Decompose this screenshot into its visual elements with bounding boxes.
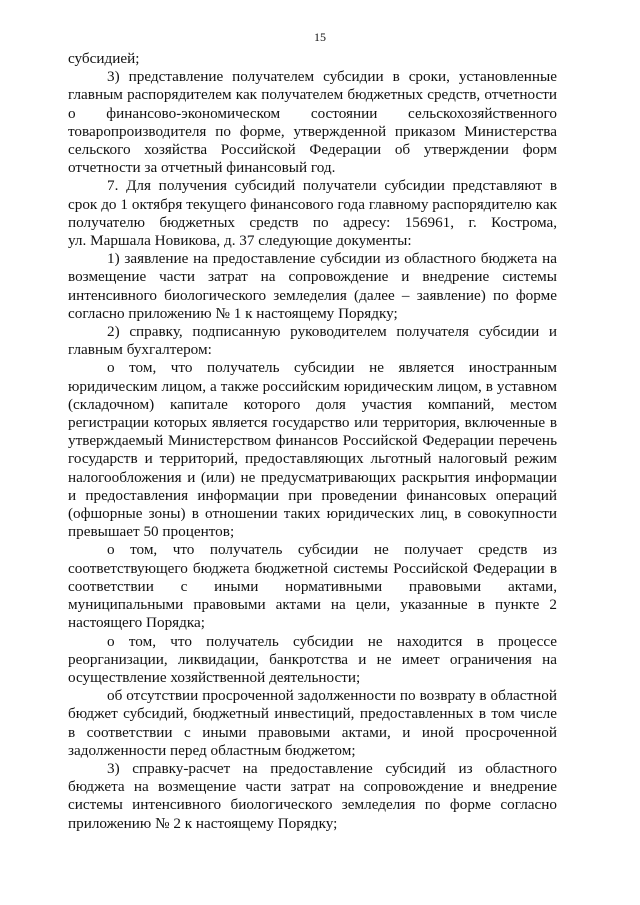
text-line: об отсутствии просроченной задолженности по возврату в областной (107, 687, 557, 705)
text-line: государств и территорий, предоставляющих льготный налоговый режим (68, 450, 557, 468)
page-number: 15 (314, 30, 326, 44)
text-line: отчетности за отчетный финансовый год. (68, 159, 336, 177)
text-line: реорганизации, ликвидации, банкротства и не имеет ограничения на (68, 650, 557, 668)
text-line: соответствующего бюджета бюджетной системы Российской Федерации в (68, 559, 557, 577)
text-line: осуществление хозяйственной деятельности; (68, 668, 361, 686)
text-line: о финансово-экономическом состоянии сельскохозяйственного (68, 104, 557, 122)
text-line: 7. Для получения субсидий получатели субсидии представляют в (107, 177, 557, 195)
text-line: соответствии с иными нормативными правовыми актами, (68, 577, 557, 595)
text-line: (офшорные зоны) в отношении таких юридических лиц, в совокупности (68, 505, 557, 523)
text-line: и предоставления информации при проведении финансовых операций (68, 486, 557, 504)
text-line: в соответствии с иными правовыми актами, и иной просроченной (68, 723, 557, 741)
text-line: (складочном) капитале которого доля участия компаний, местом (68, 395, 557, 413)
text-line: о том, что получатель субсидии не является иностранным (107, 359, 557, 377)
text-line: муниципальными правовыми актами на цели, указанные в пункте 2 (68, 596, 557, 614)
text-line: главным распорядителем как получателем бюджетных средств, отчетности (68, 86, 557, 104)
text-line: о том, что получатель субсидии не находится в процессе (107, 632, 557, 650)
text-line: ул. Маршала Новикова, д. 37 следующие документы: (68, 232, 412, 250)
text-line: возмещение части затрат на сопровождение и внедрение системы (68, 268, 557, 286)
text-line: о том, что получатель субсидии не получает средств из (107, 541, 557, 559)
text-line: интенсивного биологического земледелия (далее – заявление) по форме (68, 286, 557, 304)
text-line: приложению № 2 к настоящему Порядку; (68, 814, 338, 832)
text-line: главным бухгалтером: (68, 341, 212, 359)
text-line: юридическим лицом, а также российским юридическим лицом, в уставном (68, 377, 557, 395)
text-line: товаропроизводителя по форме, утвержденной приказом Министерства (68, 122, 557, 140)
text-line: 2) справку, подписанную руководителем получателя субсидии и (107, 323, 557, 341)
text-line: утверждаемый Министерством финансов Российской Федерации перечень (68, 432, 557, 450)
text-line: получателю бюджетных средств по адресу: 156961, г. Кострома, (68, 213, 557, 231)
text-line: 3) справку-расчет на предоставление субсидий из областного (107, 759, 557, 777)
document-body (68, 50, 557, 833)
text-line: бюджета на возмещение части затрат на сопровождение и внедрение (68, 778, 557, 796)
text-line: системы интенсивного биологического земледелия по форме согласно (68, 796, 557, 814)
text-line: задолженности перед областным бюджетом; (68, 741, 356, 759)
text-line: срок до 1 октября текущего финансового года главному распорядителю как (68, 195, 557, 213)
text-line: 3) представление получателем субсидии в сроки, установленные (107, 68, 557, 86)
text-line: сельского хозяйства Российской Федерации об утверждении форм (68, 141, 557, 159)
text-line: субсидией; (68, 50, 140, 67)
text-line: налогообложения и (или) не предусматривающих раскрытия информации (68, 468, 557, 486)
text-line: 1) заявление на предоставление субсидии из областного бюджета на (107, 250, 557, 268)
text-line: бюджет субсидий, бюджетный инвестиций, предоставленных в том числе (68, 705, 557, 723)
text-line: согласно приложению № 1 к настоящему Порядку; (68, 304, 398, 322)
text-line: настоящего Порядка; (68, 614, 205, 632)
text-line: превышает 50 процентов; (68, 523, 235, 541)
text-line: регистрации которых является государство или территория, включенные в (68, 414, 557, 432)
